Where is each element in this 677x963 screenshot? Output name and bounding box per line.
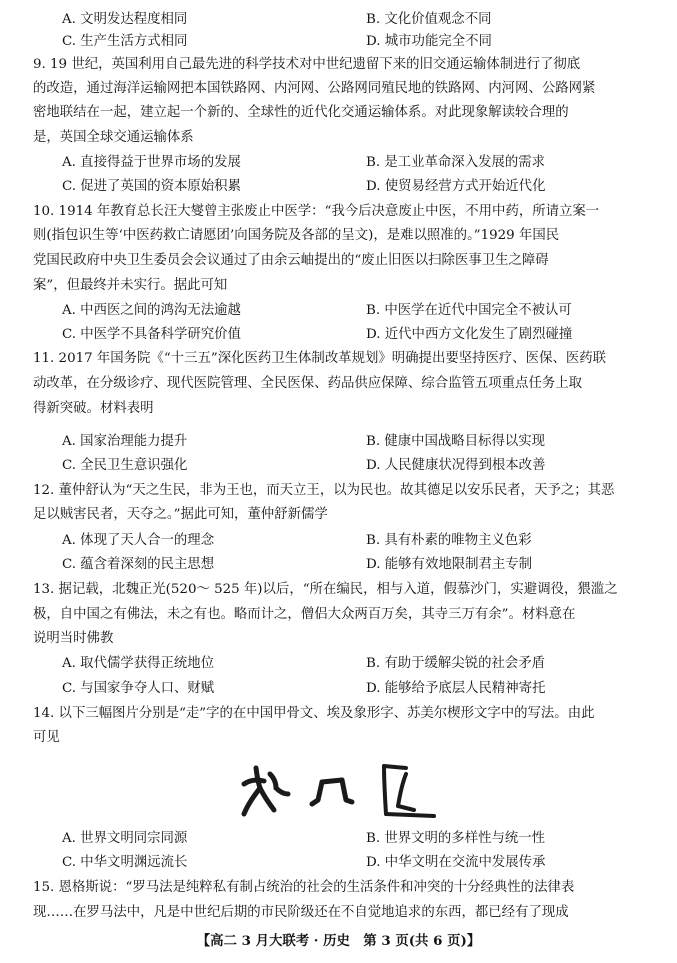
question-10-line: 10. 1914 年教育总长汪大燮曾主张废止中医学：“我今后决意废止中医，不用中药，所请立案一 xyxy=(33,204,600,219)
question-12-option-b: B. 具有朴素的唯物主义色彩 xyxy=(366,533,532,548)
question-9-option-c: C. 促进了英国的资本原始积累 xyxy=(62,179,241,194)
question-10-option-a: A. 中西医之间的鸿沟无法逾越 xyxy=(62,303,241,318)
question-10-line: 则(指包识生等‘中医药救亡请愿团’向国务院及各部的呈文)，是难以照准的。”1929 年国民 xyxy=(33,228,560,243)
question-13-line: 说明当时佛教 xyxy=(33,631,114,646)
question-11-option-c: C. 全民卫生意识强化 xyxy=(62,458,188,473)
question-12-option-d: D. 能够有效地限制君主专制 xyxy=(366,557,533,572)
question-11-option-a: A. 国家治理能力提升 xyxy=(62,434,188,449)
option-prev-d: D. 城市功能完全不同 xyxy=(366,34,492,49)
option-prev-b: B. 文化价值观念不同 xyxy=(366,12,492,27)
question-14-option-b: B. 世界文明的多样性与统一性 xyxy=(366,831,546,846)
question-10-line: 案”，但最终并未实行。据此可知 xyxy=(33,278,228,293)
question-10-line: 党国民政府中央卫生委员会会议通过了由余云岫提出的“废止旧医以扫除医事卫生之障碍 xyxy=(33,253,549,268)
question-12-line: 12. 董仲舒认为“天之生民，非为王也，而天立王，以为民也。故其德足以安乐民者，天予之；其恶 xyxy=(33,483,615,498)
question-11-line: 11. 2017 年国务院《“十三五”深化医药卫生体制改革规划》明确提出要坚持医疗、医保、医药联 xyxy=(33,351,607,366)
oracle-bone-zou-icon xyxy=(236,760,296,820)
question-13-option-a: A. 取代儒学获得正统地位 xyxy=(62,656,215,671)
question-11-line: 动改革，在分级诊疗、现代医院管理、全民医保、药品供应保障、综合监管五项重点任务上取 xyxy=(33,376,583,391)
zou-character-figures xyxy=(236,760,446,822)
question-9-line: 9. 19 世纪，英国利用自己最先进的科学技术对中世纪遗留下来的旧交通运输体制进行了彻底 xyxy=(33,57,581,72)
question-11-option-b: B. 健康中国战略目标得以实现 xyxy=(366,434,546,449)
question-13-line: 13. 据记载，北魏正光(520～ 525 年)以后，“所在编民，相与入道，假慕沙门，实避调役，猥滥之 xyxy=(33,582,618,597)
question-9-line: 密地联结在一起，建立起一个新的、全球性的近代化交通运输体系。对此现象解读较合理的 xyxy=(33,105,569,120)
question-9-option-b: B. 是工业革命深入发展的需求 xyxy=(366,155,546,170)
option-prev-a: A. 文明发达程度相同 xyxy=(62,12,188,27)
question-11-line: 得新突破。材料表明 xyxy=(33,401,154,416)
question-14-line: 可见 xyxy=(33,730,60,745)
option-prev-c: C. 生产生活方式相同 xyxy=(62,34,188,49)
question-13-option-b: B. 有助于缓解尖锐的社会矛盾 xyxy=(366,656,546,671)
question-9-line: 的改造，通过海洋运输网把本国铁路网、内河网、公路网同殖民地的铁路网、内河网、公路网紧 xyxy=(33,81,596,96)
egyptian-hieroglyph-zou-icon xyxy=(308,760,358,820)
question-12-option-a: A. 体现了天人合一的理念 xyxy=(62,533,215,548)
question-13-line: 极，自中国之有佛法，未之有也。略而计之，僧侣大众两百万矣，其寺三万有余”。材料意在 xyxy=(33,607,576,622)
question-10-option-c: C. 中医学不具备科学研究价值 xyxy=(62,327,241,342)
question-12-line: 足以贼害民者，天夺之。”据此可知，董仲舒新儒学 xyxy=(33,507,328,522)
question-9-option-d: D. 使贸易经营方式开始近代化 xyxy=(366,179,546,194)
question-14-line: 14. 以下三幅图片分别是“走”字的在中国甲骨文、埃及象形字、苏美尔楔形文字中的写法。由此 xyxy=(33,706,595,721)
page-footer: 【高二 3 月大联考 · 历史 第 3 页(共 6 页)】 xyxy=(196,933,481,949)
question-15-line: 15. 恩格斯说：“罗马法是纯粹私有制占统治的社会的生活条件和冲突的十分经典性的法律表 xyxy=(33,880,575,895)
sumerian-cuneiform-zou-icon xyxy=(376,760,442,822)
question-10-option-d: D. 近代中西方文化发生了剧烈碰撞 xyxy=(366,327,573,342)
question-9-line: 是，英国全球交通运输体系 xyxy=(33,130,194,145)
question-12-option-c: C. 蕴含着深刻的民主思想 xyxy=(62,557,215,572)
question-14-option-c: C. 中华文明渊远流长 xyxy=(62,855,188,870)
question-10-option-b: B. 中医学在近代中国完全不被认可 xyxy=(366,303,572,318)
question-11-option-d: D. 人民健康状况得到根本改善 xyxy=(366,458,546,473)
question-14-option-d: D. 中华文明在交流中发展传承 xyxy=(366,855,546,870)
question-14-option-a: A. 世界文明同宗同源 xyxy=(62,831,188,846)
question-13-option-d: D. 能够给予底层人民精神寄托 xyxy=(366,681,546,696)
question-13-option-c: C. 与国家争夺人口、财赋 xyxy=(62,681,215,696)
question-9-option-a: A. 直接得益于世界市场的发展 xyxy=(62,155,241,170)
question-15-line: 现……在罗马法中，凡是中世纪后期的市民阶级还在不自觉地追求的东西，都已经有了现成 xyxy=(33,905,569,920)
